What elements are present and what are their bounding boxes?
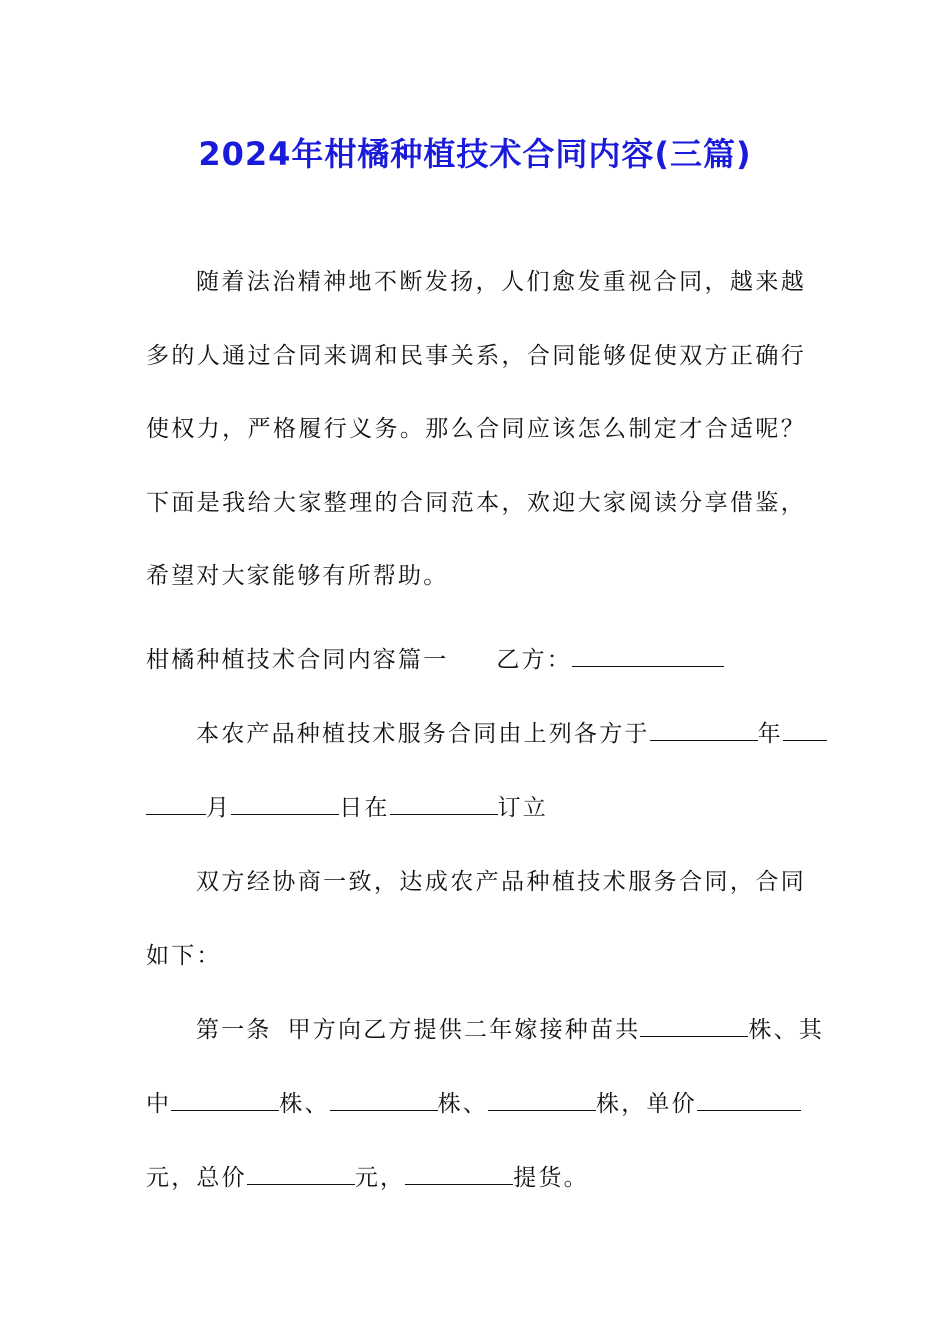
unit-price-label: 株，单价 (596, 1091, 697, 1117)
sign-date-blank (650, 720, 758, 741)
intro-paragraph: 随着法治精神地不断发扬，人们愈发重视合同，越来越多的人通过合同来调和民事关系，合同能够促使双方正确行使权力，严格履行义务。那么合同应该怎么制定才合适呢？下面是我给大家整理的合同范本，欢迎大家阅读分享借鉴，希望对大家能够有所帮助。 (146, 269, 806, 589)
sign-line-1 (196, 716, 827, 752)
variety1-blank (171, 1090, 279, 1111)
section-heading-line (146, 642, 724, 678)
variety2-unit: 株、 (437, 1091, 489, 1117)
pickup-text: 提货。 (513, 1165, 589, 1191)
sign-place-blank (390, 794, 498, 815)
article1-text: 甲方向乙方提供二年嫁接种苗共 (287, 1017, 641, 1043)
sign-month: 月 (206, 795, 232, 821)
article1-label: 第一条 (196, 1017, 272, 1043)
variety3-blank (488, 1090, 596, 1111)
sign-day: 日在 (339, 795, 390, 821)
article1-line-3 (146, 1160, 589, 1196)
article1-unit: 株、其 (748, 1017, 825, 1043)
party-b-blank (572, 646, 724, 667)
party-b-label: 乙方： (496, 647, 573, 673)
document-title: 2024年柑橘种植技术合同内容(三篇) (198, 135, 752, 173)
sign-month-blank (146, 794, 206, 815)
sign-line-2 (146, 790, 548, 826)
total-price-label: 元，总价 (146, 1165, 247, 1191)
pickup-blank (405, 1164, 513, 1185)
total-price-blank (247, 1164, 355, 1185)
sign-end: 订立 (497, 795, 549, 821)
sign-year-blank (783, 720, 827, 741)
article1-zhong: 中 (146, 1091, 172, 1117)
article1-line-1 (196, 1012, 824, 1048)
variety2-blank (330, 1090, 438, 1111)
sign-prefix: 本农产品种植技术服务合同由上列各方于 (196, 721, 650, 747)
sign-day-blank (231, 794, 339, 815)
section-heading: 柑橘种植技术合同内容篇一 (146, 647, 449, 673)
variety1-unit: 株、 (279, 1091, 330, 1117)
seedling-total-blank (640, 1016, 748, 1037)
unit-price-blank (697, 1090, 801, 1111)
total-price-unit: 元， (354, 1165, 406, 1191)
article1-line-2 (146, 1086, 801, 1122)
sign-year: 年 (757, 721, 783, 747)
agreement-paragraph: 双方经协商一致，达成农产品种植技术服务合同，合同如下： (146, 869, 806, 969)
